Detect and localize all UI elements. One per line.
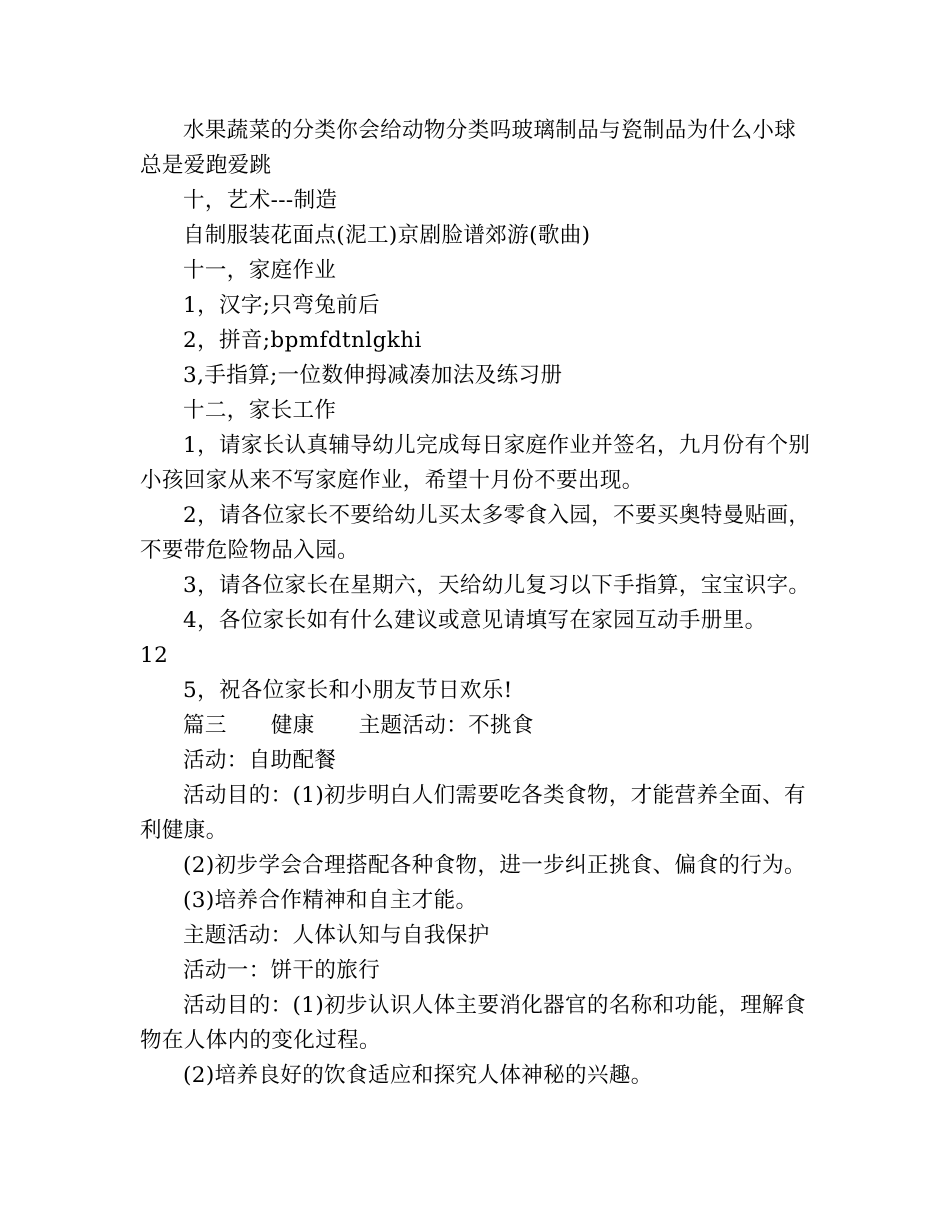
- activity-goal-2: (2)初步学会合理搭配各种食物，进一步纠正挑食、偏食的行为。: [183, 853, 806, 878]
- activity-title-biscuit-journey: 活动一：饼干的旅行: [183, 958, 381, 983]
- theme-activity-body-awareness: 主题活动：人体认知与自我保护: [183, 923, 490, 948]
- paragraph-art-items: 自制服装花面点(泥工)京剧脸谱郊游(歌曲): [183, 223, 591, 248]
- paragraph-classification-topics: 水果蔬菜的分类你会给动物分类吗玻璃制品与瓷制品为什么小球总是爱跑爱跳: [140, 118, 797, 178]
- chapter-topic: 主题活动：不挑食: [358, 713, 534, 738]
- activity-goal-habits: (2)培养良好的饮食适应和探究人体神秘的兴趣。: [183, 1063, 653, 1088]
- list-item-parent-1: 1，请家长认真辅导幼儿完成每日家庭作业并签名，九月份有个别小孩回家从来不写家庭作业，希望十月份不要出现。: [140, 433, 811, 493]
- chapter-label: 篇三: [183, 713, 227, 738]
- section-heading-chapter-three: [140, 708, 812, 743]
- list-item-parent-5: 5，祝各位家长和小朋友节日欢乐!: [183, 678, 513, 703]
- heading-parent-work: 十二，家长工作: [183, 398, 337, 423]
- activity-goal-3: (3)培养合作精神和自主才能。: [183, 888, 478, 913]
- chapter-subject: 健康: [270, 713, 315, 738]
- list-item-finger-math: 3,手指算;一位数伸拇减凑加法及练习册: [183, 363, 563, 388]
- activity-goal-1: 活动目的：(1)初步明白人们需要吃各类食物，才能营养全面、有利健康。: [140, 783, 806, 843]
- list-item-hanzi: 1，汉字;只弯兔前后: [183, 293, 380, 318]
- list-item-pinyin: 2，拼音;bpmfdtnlgkhi: [183, 328, 422, 353]
- activity-goal-digestion: 活动目的：(1)初步认识人体主要消化器官的名称和功能，理解食物在人体内的变化过程。: [140, 993, 806, 1053]
- list-item-parent-3: 3，请各位家长在星期六，天给幼儿复习以下手指算，宝宝识字。: [183, 573, 811, 598]
- list-item-parent-4: 4，各位家长如有什么建议或意见请填写在家园互动手册里。: [183, 608, 767, 633]
- page-number-marker: 12: [140, 643, 169, 668]
- heading-homework: 十一，家庭作业: [183, 258, 337, 283]
- activity-title-self-serve-meal: 活动：自助配餐: [183, 748, 337, 773]
- list-item-parent-2: 2，请各位家长不要给幼儿买太多零食入园，不要买奥特曼贴画，不要带危险物品入园。: [140, 503, 811, 563]
- document-body: [140, 113, 812, 1093]
- heading-art-making: 十，艺术---制造: [183, 188, 338, 213]
